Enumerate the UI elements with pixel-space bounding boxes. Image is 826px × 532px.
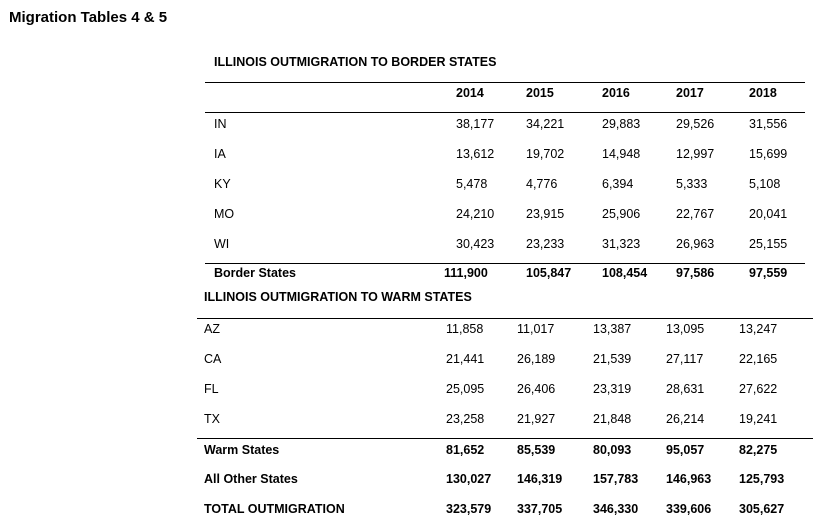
page-title: Migration Tables 4 & 5: [9, 9, 168, 26]
table-cell: 337,705: [517, 502, 563, 516]
table-cell: 27,622: [739, 382, 778, 396]
table-cell: 11,858: [446, 322, 484, 336]
table-cell: 6,394: [602, 177, 634, 191]
table-cell: 34,221: [526, 117, 565, 131]
table-cell: 38,177: [456, 117, 495, 131]
border-table-title: ILLINOIS OUTMIGRATION TO BORDER STATES: [214, 55, 497, 69]
table-cell: 130,027: [446, 472, 492, 486]
table-cell: 97,559: [749, 266, 788, 280]
border-table-header-rule: [205, 112, 805, 113]
row-label: AZ: [204, 322, 220, 336]
warm-table-top-rule: [197, 318, 813, 319]
table-cell: 13,612: [456, 147, 495, 161]
table-cell: 95,057: [666, 443, 705, 457]
warm-table-total-rule: [197, 438, 813, 439]
table-cell: 23,319: [593, 382, 632, 396]
table-cell: 339,606: [666, 502, 712, 516]
table-cell: 26,214: [666, 412, 705, 426]
table-cell: 26,963: [676, 237, 715, 251]
table-cell: 23,233: [526, 237, 565, 251]
table-cell: 14,948: [602, 147, 641, 161]
table-cell: 85,539: [517, 443, 556, 457]
table-cell: 125,793: [739, 472, 785, 486]
table-cell: 29,883: [602, 117, 641, 131]
table-cell: 13,387: [593, 322, 632, 336]
table-cell: 80,093: [593, 443, 632, 457]
table-cell: 19,702: [526, 147, 565, 161]
table-cell: 105,847: [526, 266, 572, 280]
year-header: 2015: [526, 86, 554, 100]
table-cell: 15,699: [749, 147, 788, 161]
table-cell: 4,776: [526, 177, 558, 191]
table-cell: 108,454: [602, 266, 648, 280]
row-label: IN: [214, 117, 227, 131]
table-cell: 23,258: [446, 412, 485, 426]
row-label: WI: [214, 237, 230, 251]
table-cell: 22,165: [739, 352, 778, 366]
row-label: KY: [214, 177, 231, 191]
row-label: TX: [204, 412, 220, 426]
table-cell: 305,627: [739, 502, 785, 516]
row-label: MO: [214, 207, 235, 221]
table-cell: 26,406: [517, 382, 556, 396]
table-cell: 111,900: [444, 266, 488, 280]
table-cell: 24,210: [456, 207, 495, 221]
table-cell: 30,423: [456, 237, 495, 251]
table-cell: 5,108: [749, 177, 781, 191]
warm-table-title: ILLINOIS OUTMIGRATION TO WARM STATES: [204, 290, 472, 304]
table-cell: 97,586: [676, 266, 715, 280]
row-label: All Other States: [204, 472, 298, 486]
table-cell: 157,783: [593, 472, 639, 486]
table-cell: 19,241: [739, 412, 778, 426]
year-header: 2018: [749, 86, 777, 100]
table-cell: 5,333: [676, 177, 708, 191]
year-header: 2014: [456, 86, 484, 100]
border-table-top-rule: [205, 82, 805, 83]
table-cell: 20,041: [749, 207, 788, 221]
table-cell: 26,189: [517, 352, 556, 366]
table-cell: 31,556: [749, 117, 788, 131]
table-cell: 25,095: [446, 382, 485, 396]
table-cell: 23,915: [526, 207, 565, 221]
table-cell: 21,539: [593, 352, 632, 366]
row-label: Border States: [214, 266, 296, 280]
year-header: 2017: [676, 86, 704, 100]
table-cell: 25,906: [602, 207, 641, 221]
table-cell: 21,927: [517, 412, 556, 426]
table-cell: 5,478: [456, 177, 488, 191]
row-label: CA: [204, 352, 222, 366]
table-cell: 12,997: [676, 147, 715, 161]
row-label: FL: [204, 382, 219, 396]
row-label: TOTAL OUTMIGRATION: [204, 502, 345, 516]
table-cell: 22,767: [676, 207, 715, 221]
table-cell: 146,319: [517, 472, 563, 486]
year-header: 2016: [602, 86, 630, 100]
table-cell: 21,441: [446, 352, 485, 366]
table-cell: 31,323: [602, 237, 641, 251]
table-cell: 81,652: [446, 443, 485, 457]
row-label: Warm States: [204, 443, 280, 457]
table-cell: 82,275: [739, 443, 778, 457]
table-cell: 21,848: [593, 412, 632, 426]
table-cell: 346,330: [593, 502, 639, 516]
row-label: IA: [214, 147, 226, 161]
table-cell: 11,017: [517, 322, 555, 336]
table-cell: 146,963: [666, 472, 712, 486]
table-cell: 13,247: [739, 322, 778, 336]
table-cell: 28,631: [666, 382, 705, 396]
table-cell: 25,155: [749, 237, 788, 251]
table-cell: 29,526: [676, 117, 715, 131]
table-cell: 27,117: [666, 352, 704, 366]
table-cell: 13,095: [666, 322, 705, 336]
table-cell: 323,579: [446, 502, 492, 516]
border-table-total-rule: [205, 263, 805, 264]
